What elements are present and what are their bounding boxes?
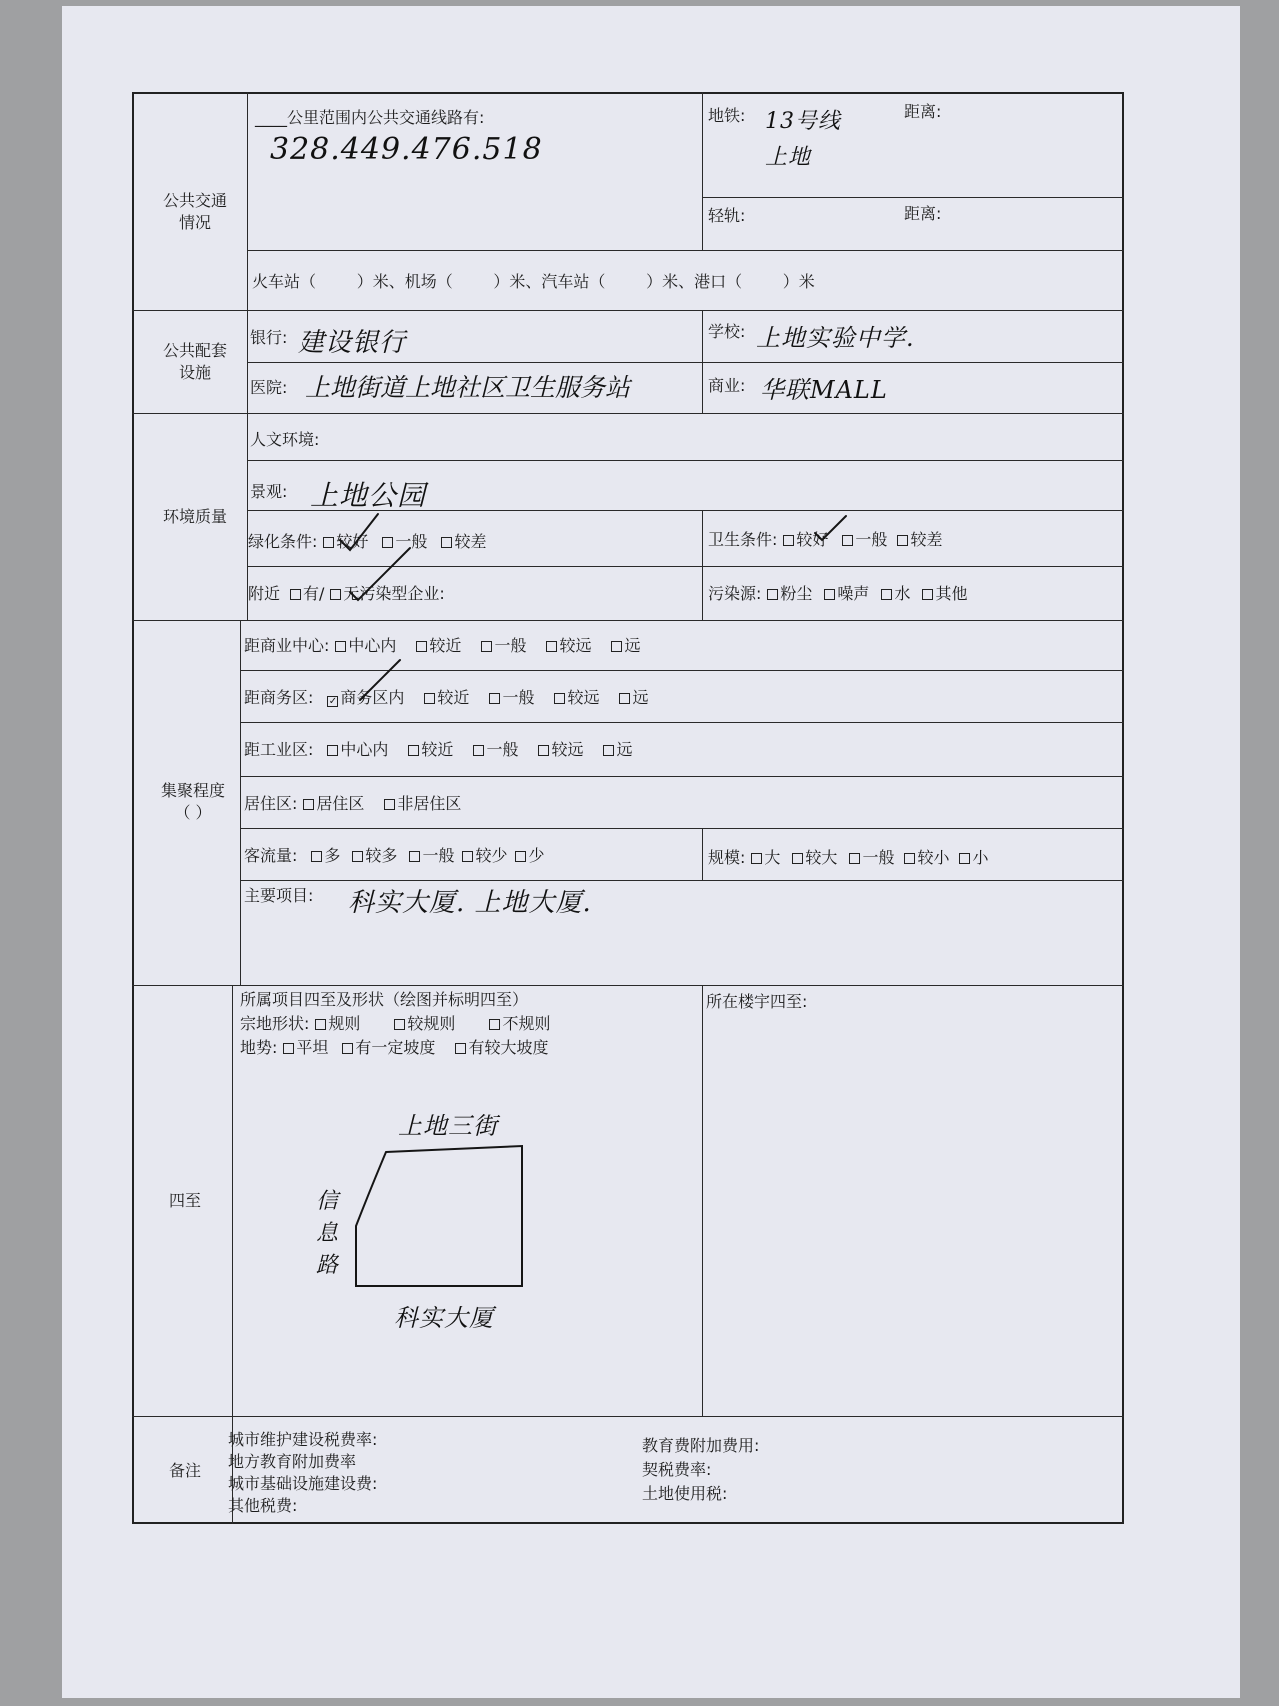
industrial-option-checkbox-1[interactable] [408,745,419,756]
transport-section-label: 公共交通 情况 [162,191,227,232]
industrial-zone-row [244,740,632,760]
traffic-option-checkbox-0[interactable] [311,851,322,862]
shape-regular-checkbox[interactable] [315,1019,326,1030]
terrain-flat-label: 平坦 [296,1038,329,1057]
sanitation-good-checkbox[interactable] [783,535,794,546]
greening-poor-label: 较差 [454,532,487,551]
greening-row [248,532,486,552]
terrain-steep-slope-label: 有较大坡度 [468,1038,549,1057]
commerce-value: 华联MALL [760,376,888,404]
business-option-label-3: 较远 [567,688,600,707]
business-option-label-2: 一般 [502,688,535,707]
commercial-center-label: 距商业中心: [244,636,330,655]
sanitation-poor-checkbox[interactable] [897,535,908,546]
shape-fairly-regular-checkbox[interactable] [394,1019,405,1030]
scale-label: 规模: [708,848,746,867]
note-left-1: 地方教育附加费率 [228,1452,357,1471]
business-district-label: 距商务区: [244,688,314,707]
nearby-no-label: 无污染型企业: [343,584,445,603]
scale-option-label-0: 大 [764,848,781,867]
nearby-yes-checkbox[interactable] [290,589,301,600]
industrial-option-label-2: 一般 [486,740,519,759]
building-boundaries-label: 所在楼宇四至: [706,992,808,1011]
pollution-water-checkbox[interactable] [881,589,892,600]
business-option-label-0: 商务区内 [340,688,405,707]
sketch-left-road: 信息路 [316,1189,340,1278]
shape-irregular-label: 不规则 [502,1014,551,1033]
sanitation-good-label: 较好 [796,530,829,549]
sanitation-row [708,530,942,550]
commercial-option-checkbox-0[interactable] [335,641,346,652]
shape-label: 宗地形状: [240,1014,310,1033]
metro-label: 地铁: [708,106,746,125]
greening-poor-checkbox[interactable] [441,537,452,548]
hospital-label: 医院: [250,378,288,397]
light-rail-distance-label: 距离: [904,204,942,223]
sanitation-average-checkbox[interactable] [842,535,853,546]
light-rail-label: 轻轨: [708,206,746,225]
school-label: 学校: [708,322,746,341]
bus-lines-label: ____公里范围内公共交通线路有: [255,108,485,127]
traffic-option-label-0: 多 [324,846,341,865]
sketch-bottom-building: 科实大厦 [394,1304,494,1332]
scale-option-label-3: 较小 [917,848,950,867]
shape-row [240,1014,550,1034]
metro-value: 13号线 上地 [765,109,841,170]
business-option-checkbox-4[interactable] [619,693,630,704]
notes-section-label: 备注 [168,1461,201,1480]
greening-label: 绿化条件: [248,532,318,551]
scale-option-checkbox-3[interactable] [904,853,915,864]
pollution-water-label: 水 [894,584,911,603]
sanitation-poor-label: 较差 [910,530,943,549]
bank-label: 银行: [250,328,288,347]
note-right-0: 教育费附加费用: [642,1436,760,1455]
pollution-other-checkbox[interactable] [922,589,933,600]
sketch-top-road: 上地三街 [398,1112,498,1140]
nearby-no-checkbox[interactable] [330,589,341,600]
traffic-option-checkbox-1[interactable] [352,851,363,862]
pollution-other-label: 其他 [935,584,968,603]
culture-label: 人文环境: [250,430,320,449]
commercial-option-label-1: 较近 [429,636,462,655]
business-option-checkbox-0[interactable]: ✓ [328,696,338,707]
business-option-checkbox-1[interactable] [424,693,435,704]
industrial-zone-label: 距工业区: [244,740,314,759]
scale-option-checkbox-2[interactable] [849,853,860,864]
commercial-option-label-2: 一般 [494,636,527,655]
pollution-dust-label: 粉尘 [780,584,813,603]
terrain-flat-checkbox[interactable] [283,1043,294,1054]
sanitation-label: 卫生条件: [708,530,778,549]
industrial-option-checkbox-3[interactable] [538,745,549,756]
business-option-checkbox-3[interactable] [554,693,565,704]
metro-distance-label: 距离: [904,102,942,121]
traffic-option-checkbox-2[interactable] [409,851,420,862]
traffic-option-label-4: 少 [528,846,545,865]
business-option-checkbox-2[interactable] [489,693,500,704]
commercial-center-row [244,636,640,656]
shape-fairly-regular-label: 较规则 [407,1014,456,1033]
pollution-row [708,584,967,604]
pollution-noise-checkbox[interactable] [824,589,835,600]
residential-option-label-1: 非居住区 [397,794,462,813]
nearby-label: 附近 [248,584,281,603]
sanitation-average-label: 一般 [855,530,888,549]
greening-average-label: 一般 [395,532,428,551]
terrain-row [240,1038,548,1058]
terrain-some-slope-label: 有一定坡度 [355,1038,436,1057]
residential-option-checkbox-1[interactable] [384,799,395,810]
industrial-option-label-3: 较远 [551,740,584,759]
boundaries-section-label: 四至 [168,1191,201,1210]
landscape-value: 上地公园 [310,479,427,512]
traffic-option-checkbox-4[interactable] [515,851,526,862]
landscape-label: 景观: [250,482,288,501]
industrial-option-label-0: 中心内 [340,740,389,759]
agglomeration-section-label: 集聚程度 （ ） [160,781,225,822]
note-left-3: 其他税费: [228,1496,298,1515]
commercial-option-label-0: 中心内 [348,636,397,655]
industrial-option-checkbox-4[interactable] [603,745,614,756]
business-option-label-1: 较近 [437,688,470,707]
industrial-option-label-4: 远 [616,740,633,759]
facilities-section-label: 公共配套 设施 [162,341,227,382]
commercial-option-checkbox-3[interactable] [546,641,557,652]
school-value: 上地实验中学. [756,324,915,352]
scale-option-checkbox-1[interactable] [792,853,803,864]
traffic-option-label-2: 一般 [422,846,455,865]
traffic-option-label-1: 较多 [365,846,398,865]
residential-label: 居住区: [244,794,298,813]
scale-option-label-4: 小 [972,848,989,867]
greening-good-checkbox[interactable] [323,537,334,548]
scale-option-label-2: 一般 [862,848,895,867]
traffic-option-checkbox-3[interactable] [462,851,473,862]
commerce-label: 商业: [708,376,746,395]
scale-option-label-1: 较大 [805,848,838,867]
pollution-dust-checkbox[interactable] [767,589,778,600]
note-right-1: 契税费率: [642,1460,712,1479]
nearby-yes-label: 有/ [303,584,325,603]
residential-option-label-0: 居住区 [316,794,365,813]
shape-regular-label: 规则 [328,1014,361,1033]
main-projects-label: 主要项目: [244,886,314,905]
industrial-option-checkbox-2[interactable] [473,745,484,756]
scale-row [708,848,988,868]
terrain-steep-slope-checkbox[interactable] [455,1043,466,1054]
environment-section-label: 环境质量 [162,507,227,526]
business-district-row [244,688,648,708]
hospital-value: 上地街道上地社区卫生服务站 [305,373,631,402]
residential-option-checkbox-0[interactable] [303,799,314,810]
traffic-label: 客流量: [244,846,298,865]
stations-distance-line: 火车站（ ）米、机场（ ）米、汽车站（ ）米、港口（ ）米 [252,272,815,291]
bank-value: 建设银行 [298,328,407,358]
scale-option-checkbox-4[interactable] [959,853,970,864]
commercial-option-checkbox-1[interactable] [416,641,427,652]
commercial-option-label-3: 较远 [559,636,592,655]
industrial-option-checkbox-0[interactable] [327,745,338,756]
residential-row [244,794,461,814]
terrain-some-slope-checkbox[interactable] [342,1043,353,1054]
pollution-label: 污染源: [708,584,762,603]
commercial-option-checkbox-2[interactable] [481,641,492,652]
greening-good-label: 较好 [336,532,369,551]
greening-average-checkbox[interactable] [382,537,393,548]
business-option-label-4: 远 [632,688,649,707]
scale-option-checkbox-0[interactable] [751,853,762,864]
commercial-option-checkbox-4[interactable] [611,641,622,652]
note-left-0: 城市维护建设税费率: [228,1430,378,1449]
note-right-2: 土地使用税: [642,1484,728,1503]
industrial-option-label-1: 较近 [421,740,454,759]
nearby-row [248,584,445,604]
traffic-option-label-3: 较少 [475,846,508,865]
pollution-noise-label: 噪声 [837,584,870,603]
traffic-row [244,846,544,866]
commercial-option-label-4: 远 [624,636,641,655]
main-projects-value: 科实大厦. 上地大厦. [348,888,592,918]
boundaries-title: 所属项目四至及形状（绘图并标明四至） [240,990,529,1009]
shape-irregular-checkbox[interactable] [489,1019,500,1030]
terrain-label: 地势: [240,1038,278,1057]
bus-lines-value: 328.449.476.518 [270,132,543,167]
note-left-2: 城市基础设施建设费: [228,1474,378,1493]
